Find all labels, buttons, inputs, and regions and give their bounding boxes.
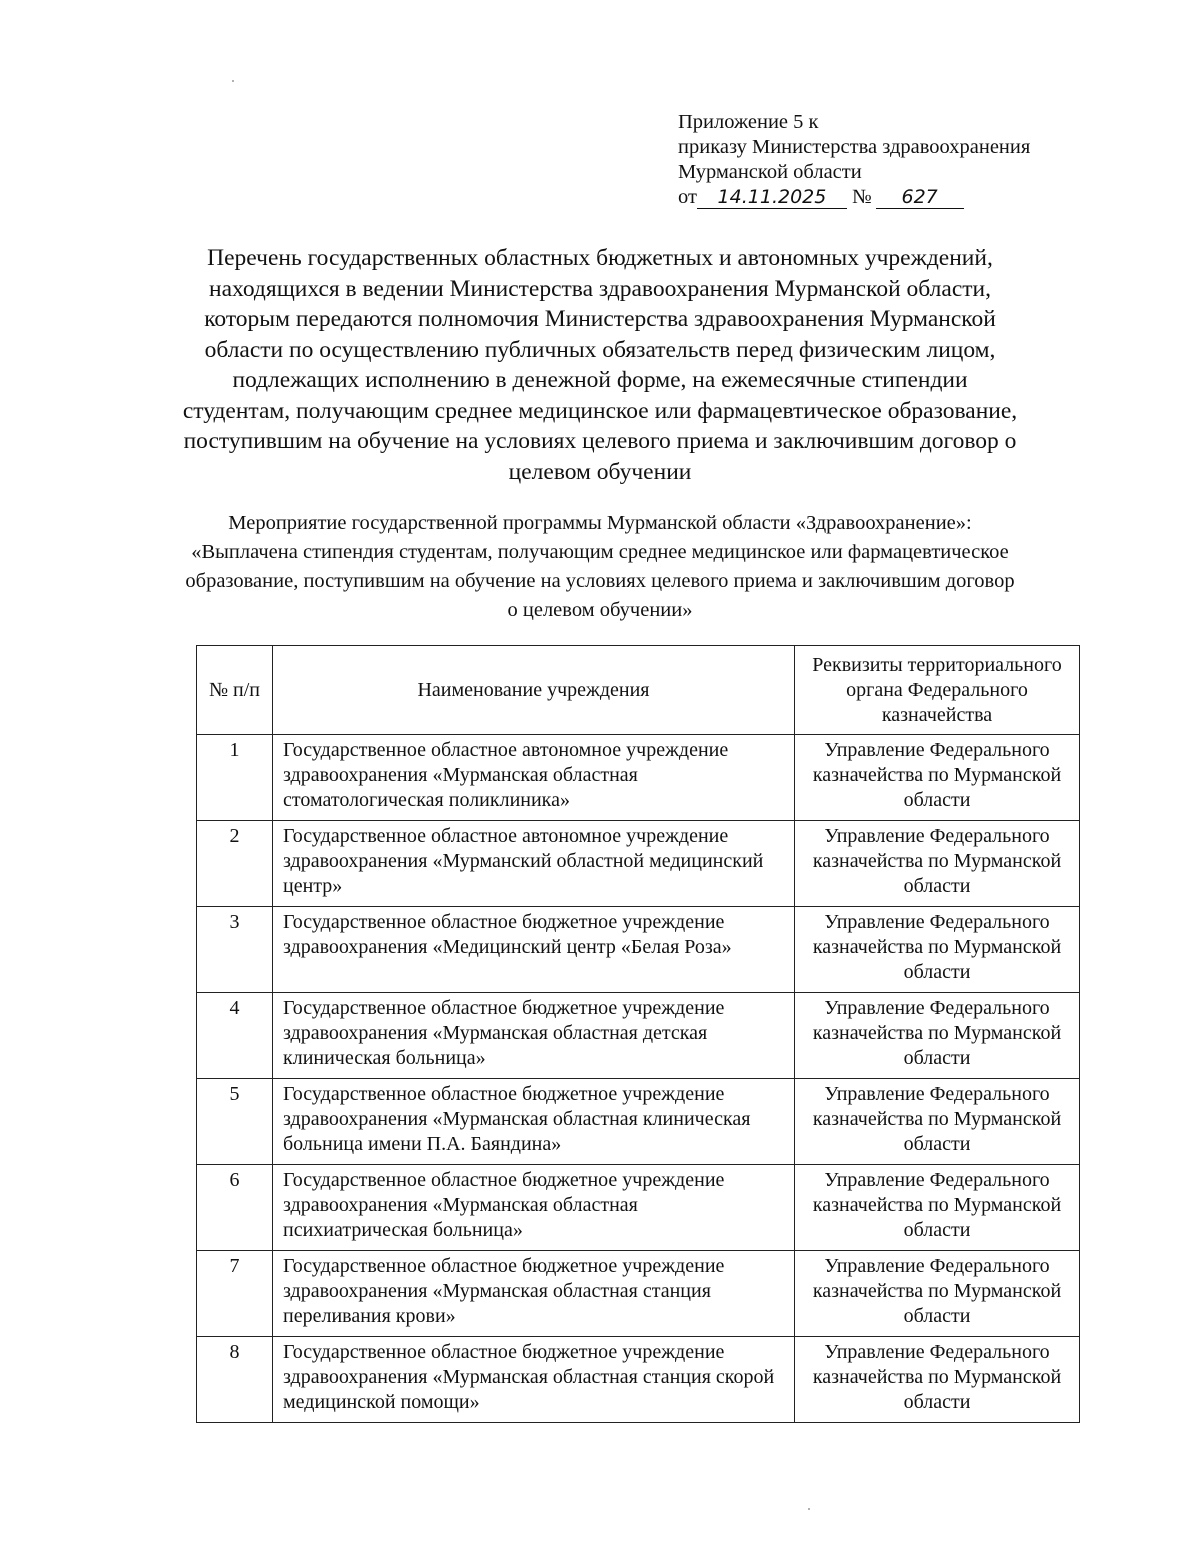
institution-name: Государственное областное бюджетное учреждение здравоохранения «Мурманская областная станция скорой медицинской помощи» xyxy=(273,1337,795,1423)
treasury-requisites: Управление Федерального казначейства по Мурманской области xyxy=(795,1165,1080,1251)
institution-name: Государственное областное бюджетное учреждение здравоохранения «Медицинский центр «Белая Роза» xyxy=(273,907,795,993)
row-number: 3 xyxy=(197,907,273,993)
date-prefix: от xyxy=(678,186,697,208)
treasury-requisites: Управление Федерального казначейства по Мурманской области xyxy=(795,1079,1080,1165)
row-number: 4 xyxy=(197,993,273,1079)
header-institution-name: Наименование учреждения xyxy=(273,646,795,735)
institutions-table xyxy=(196,645,1080,1423)
row-number: 2 xyxy=(197,821,273,907)
institution-name: Государственное областное бюджетное учреждение здравоохранения «Мурманская областная психиатрическая больница» xyxy=(273,1165,795,1251)
institution-name: Государственное областное бюджетное учреждение здравоохранения «Мурманская областная детская клиническая больница» xyxy=(273,993,795,1079)
table-row xyxy=(197,907,1080,993)
row-number: 1 xyxy=(197,735,273,821)
header-number: № п/п xyxy=(197,646,273,735)
table-row xyxy=(197,1337,1080,1423)
annex-line-2: приказу Министерства здравоохранения xyxy=(678,136,1031,158)
table-header-row xyxy=(197,646,1080,735)
table-row xyxy=(197,993,1080,1079)
row-number: 8 xyxy=(197,1337,273,1423)
program-measure: Мероприятие государственной программы Мурманской области «Здравоохранение»: «Выплачена стипендия студентам, получающим среднее медицинское или фармацевтическое образование, поступившим на обучение на условиях целевого приема и заключившим договор о целевом обучении» xyxy=(185,512,1015,621)
institution-name: Государственное областное бюджетное учреждение здравоохранения «Мурманская областная станция переливания крови» xyxy=(273,1251,795,1337)
table-row xyxy=(197,1251,1080,1337)
treasury-requisites: Управление Федерального казначейства по Мурманской области xyxy=(795,821,1080,907)
treasury-requisites: Управление Федерального казначейства по Мурманской области xyxy=(795,907,1080,993)
table-row xyxy=(197,1079,1080,1165)
row-number: 6 xyxy=(197,1165,273,1251)
institution-name: Государственное областное автономное учреждение здравоохранения «Мурманская областная стоматологическая поликлиника» xyxy=(273,735,795,821)
row-number: 5 xyxy=(197,1079,273,1165)
treasury-requisites: Управление Федерального казначейства по Мурманской области xyxy=(795,993,1080,1079)
header-treasury-requisites: Реквизиты территориального органа Федерального казначейства xyxy=(795,646,1080,735)
treasury-requisites: Управление Федерального казначейства по Мурманской области xyxy=(795,1337,1080,1423)
institution-name: Государственное областное автономное учреждение здравоохранения «Мурманский областной медицинский центр» xyxy=(273,821,795,907)
document-title: Перечень государственных областных бюджетных и автономных учреждений, находящихся в ведении Министерства здравоохранения Мурманской области, которым передаются полномочия Министерства здравоохранения Мурманской области по осуществлению публичных обязательств перед физическим лицом, подлежащих исполнению в денежной форме, на ежемесячные стипендии студентам, получающим среднее медицинское или фармацевтическое образование, поступившим на обучение на условиях целевого приема и заключившим договор о целевом обучении xyxy=(182,245,1018,485)
annex-header xyxy=(678,110,1098,210)
treasury-requisites: Управление Федерального казначейства по Мурманской области xyxy=(795,1251,1080,1337)
table-row xyxy=(197,1165,1080,1251)
treasury-requisites: Управление Федерального казначейства по Мурманской области xyxy=(795,735,1080,821)
number-sign: № xyxy=(852,186,872,208)
table-row xyxy=(197,735,1080,821)
annex-line-3: Мурманской области xyxy=(678,161,862,183)
institution-name: Государственное областное бюджетное учреждение здравоохранения «Мурманская областная клиническая больница имени П.А. Баяндина» xyxy=(273,1079,795,1165)
scan-speck xyxy=(808,1508,810,1510)
order-date-handwritten: 14.11.2025 xyxy=(697,186,847,209)
row-number: 7 xyxy=(197,1251,273,1337)
order-number-handwritten: 627 xyxy=(876,186,964,209)
scan-speck xyxy=(232,80,234,82)
table-row xyxy=(197,821,1080,907)
order-date-number xyxy=(678,185,1098,210)
annex-line-1: Приложение 5 к xyxy=(678,111,819,133)
